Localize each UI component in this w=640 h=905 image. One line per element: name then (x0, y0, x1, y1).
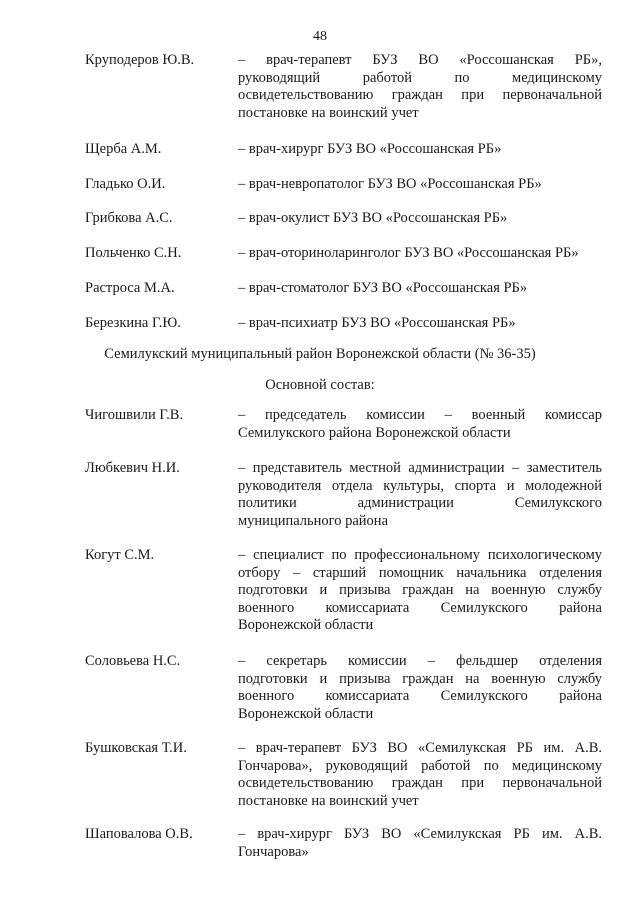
role-line: отбору – старший помощник начальника отделения (238, 564, 602, 581)
role-line: военного комиссариата Семилукского района (238, 688, 602, 704)
role-line: руководящий работой по медицинскому (238, 69, 602, 86)
role-line: – врач-терапевт БУЗ ВО «Семилукская РБ им. А.В. (238, 740, 602, 756)
role-line: – специалист по профессиональному психологическому (238, 547, 602, 563)
role-line: – врач-терапевт БУЗ ВО «Россошанская РБ», (238, 52, 602, 68)
role-line: освидетельствованию граждан при первоначальной (238, 87, 602, 103)
role-line: постановке на воинский учет (238, 792, 419, 809)
composition-subheading: Основной состав: (265, 377, 375, 393)
role-line: постановке на воинский учет (238, 104, 419, 121)
member-name: Чигошвили Г.В. (85, 407, 184, 423)
member-name: Круподеров Ю.В. (85, 52, 195, 68)
role-line: военного комиссариата Семилукского района (238, 599, 602, 616)
member-role (238, 141, 602, 159)
member-name: Грибкова А.С. (85, 210, 173, 226)
role-line: – секретарь комиссии – фельдшер отделения (238, 653, 602, 669)
member-role (238, 826, 602, 861)
role-line: муниципального района (238, 512, 388, 529)
member-role (238, 210, 602, 228)
role-line: руководителя отдела культуры, спорта и молодежной (238, 477, 602, 494)
member-name: Соловьева Н.С. (85, 653, 181, 669)
member-role (238, 407, 602, 442)
role-line: – врач-стоматолог БУЗ ВО «Россошанская РБ» (238, 280, 528, 296)
role-line: подготовки и призыва граждан на военную службу (238, 582, 602, 598)
district-heading: Семилукский муниципальный район Воронежской области (№ 36-35) (104, 346, 536, 362)
member-name: Бушковская Т.И. (85, 740, 187, 756)
member-role (238, 315, 602, 333)
member-role (238, 460, 602, 530)
member-name: Любкевич Н.И. (85, 460, 180, 476)
role-line: Гончарова» (238, 843, 309, 860)
role-line: Семилукского района Воронежской области (238, 424, 511, 441)
member-name: Гладько О.И. (85, 176, 166, 192)
role-line: – врач-психиатр БУЗ ВО «Россошанская РБ» (238, 315, 516, 331)
role-line: – врач-хирург БУЗ ВО «Россошанская РБ» (238, 141, 502, 157)
member-name: Растроса М.А. (85, 280, 175, 296)
role-line: – председатель комиссии – военный комиссар (238, 407, 602, 423)
member-name: Шаповалова О.В. (85, 826, 193, 842)
role-line: – врач-невропатолог БУЗ ВО «Россошанская РБ» (238, 176, 542, 192)
member-name: Щерба А.М. (85, 141, 162, 157)
role-line: – врач-оториноларинголог БУЗ ВО «Россошанская РБ» (238, 245, 579, 261)
role-line: Воронежской области (238, 705, 374, 722)
role-line: – врач-хирург БУЗ ВО «Семилукская РБ им. А.В. (238, 826, 602, 842)
member-role (238, 547, 602, 635)
member-role (238, 176, 602, 194)
member-name: Березкина Г.Ю. (85, 315, 181, 331)
member-role (238, 653, 602, 723)
member-name: Польченко С.Н. (85, 245, 182, 261)
role-line: политики администрации Семилукского (238, 495, 602, 511)
member-role (238, 245, 602, 263)
member-name: Когут С.М. (85, 547, 155, 563)
member-role (238, 280, 602, 298)
role-line: Воронежской области (238, 617, 374, 633)
page-number: 48 (313, 29, 327, 44)
role-line: освидетельствованию граждан при первоначальной (238, 775, 602, 791)
role-line: Гончарова», руководящий работой по медицинскому (238, 757, 602, 774)
role-line: – представитель местной администрации – заместитель (238, 460, 602, 476)
role-line: – врач-окулист БУЗ ВО «Россошанская РБ» (238, 210, 508, 226)
role-line: подготовки и призыва граждан на военную службу (238, 670, 602, 687)
member-role (238, 52, 602, 122)
member-role (238, 740, 602, 810)
